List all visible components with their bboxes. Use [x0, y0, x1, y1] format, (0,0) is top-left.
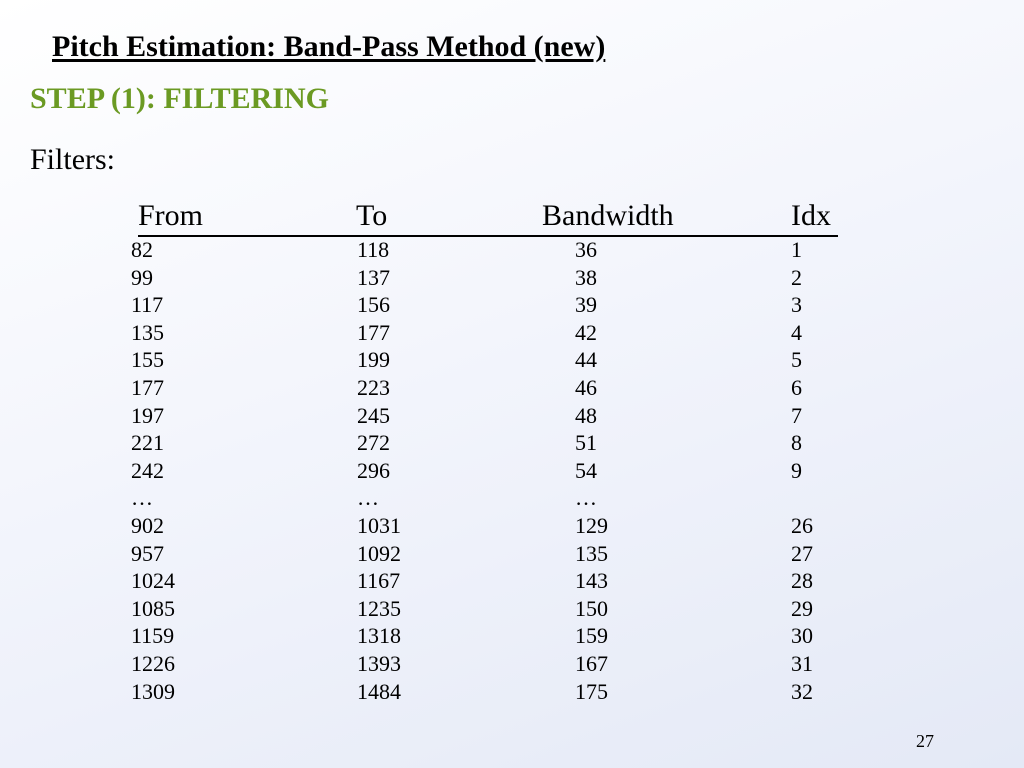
cell-idx: 27 — [791, 540, 813, 566]
table-row — [0, 678, 1024, 706]
cell-from: 242 — [131, 457, 164, 483]
cell-to: 1167 — [357, 568, 401, 594]
cell-bandwidth: 135 — [575, 540, 608, 566]
cell-from: 1024 — [131, 568, 175, 594]
cell-from: 1309 — [131, 678, 175, 704]
cell-to: 199 — [357, 347, 390, 373]
cell-to: 245 — [357, 402, 390, 428]
filter-table — [0, 236, 1024, 705]
cell-idx: 9 — [791, 457, 802, 483]
cell-idx: 6 — [791, 374, 802, 400]
cell-from: 1226 — [131, 650, 175, 676]
table-row — [0, 429, 1024, 457]
cell-from: 221 — [131, 430, 164, 456]
table-row — [0, 319, 1024, 347]
cell-from: 155 — [131, 347, 164, 373]
cell-idx: 8 — [791, 430, 802, 456]
page-number: 27 — [916, 731, 934, 751]
cell-bandwidth: 36 — [575, 237, 597, 262]
cell-idx: 4 — [791, 319, 802, 345]
table-row — [0, 484, 1024, 512]
table-row — [0, 567, 1024, 595]
cell-to: 272 — [357, 430, 390, 456]
cell-idx: 3 — [791, 292, 802, 318]
cell-idx: 28 — [791, 568, 813, 594]
cell-bandwidth: 143 — [575, 568, 608, 594]
table-row — [0, 622, 1024, 650]
table-row — [0, 540, 1024, 568]
cell-from: 1159 — [131, 623, 175, 649]
cell-bandwidth: 51 — [575, 430, 597, 456]
cell-to: 1092 — [357, 540, 401, 566]
cell-from: … — [131, 485, 153, 511]
cell-bandwidth: 44 — [575, 347, 597, 373]
cell-bandwidth: … — [575, 485, 597, 511]
cell-idx: 29 — [791, 595, 813, 621]
cell-from: 902 — [131, 512, 164, 538]
cell-idx: 30 — [791, 623, 813, 649]
cell-idx: 26 — [791, 512, 813, 538]
cell-bandwidth: 159 — [575, 623, 608, 649]
cell-to: 156 — [357, 292, 390, 318]
cell-idx: 31 — [791, 650, 813, 676]
cell-idx: 1 — [791, 237, 802, 262]
cell-to: 296 — [357, 457, 390, 483]
cell-from: 957 — [131, 540, 164, 566]
cell-to: 137 — [357, 264, 390, 290]
step-heading: STEP (1): FILTERING — [30, 82, 329, 115]
cell-from: 177 — [131, 374, 164, 400]
cell-from: 82 — [131, 237, 153, 262]
table-row — [0, 374, 1024, 402]
cell-bandwidth: 150 — [575, 595, 608, 621]
cell-bandwidth: 167 — [575, 650, 608, 676]
table-row — [0, 402, 1024, 430]
cell-idx: 7 — [791, 402, 802, 428]
cell-to: 1484 — [357, 678, 401, 704]
cell-from: 197 — [131, 402, 164, 428]
cell-bandwidth: 39 — [575, 292, 597, 318]
cell-bandwidth: 48 — [575, 402, 597, 428]
table-row — [0, 264, 1024, 292]
cell-to: 177 — [357, 319, 390, 345]
cell-idx: 5 — [791, 347, 802, 373]
cell-to: 1235 — [357, 595, 401, 621]
cell-bandwidth: 175 — [575, 678, 608, 704]
cell-from: 1085 — [131, 595, 175, 621]
table-header — [138, 199, 838, 237]
cell-to: 1318 — [357, 623, 401, 649]
cell-to: 1393 — [357, 650, 401, 676]
cell-bandwidth: 129 — [575, 512, 608, 538]
cell-to: 223 — [357, 374, 390, 400]
cell-to: 1031 — [357, 512, 401, 538]
cell-to: … — [357, 485, 379, 511]
table-row — [0, 650, 1024, 678]
header-from: From — [138, 199, 204, 232]
cell-bandwidth: 54 — [575, 457, 597, 483]
cell-idx: 32 — [791, 678, 813, 704]
header-bandwidth: Bandwidth — [542, 199, 674, 232]
cell-bandwidth: 38 — [575, 264, 597, 290]
cell-to: 118 — [357, 237, 390, 262]
cell-bandwidth: 42 — [575, 319, 597, 345]
slide-title: Pitch Estimation: Band-Pass Method (new) — [52, 30, 606, 63]
header-idx: Idx — [791, 199, 831, 232]
table-row — [0, 457, 1024, 485]
table-row — [0, 291, 1024, 319]
header-to: To — [356, 199, 388, 232]
cell-bandwidth: 46 — [575, 374, 597, 400]
table-row — [0, 346, 1024, 374]
cell-from: 99 — [131, 264, 153, 290]
cell-idx: 2 — [791, 264, 802, 290]
filters-label: Filters: — [30, 143, 116, 176]
cell-from: 135 — [131, 319, 164, 345]
cell-from: 117 — [131, 292, 164, 318]
table-row — [0, 512, 1024, 540]
table-row — [0, 595, 1024, 623]
table-row — [0, 236, 1024, 264]
